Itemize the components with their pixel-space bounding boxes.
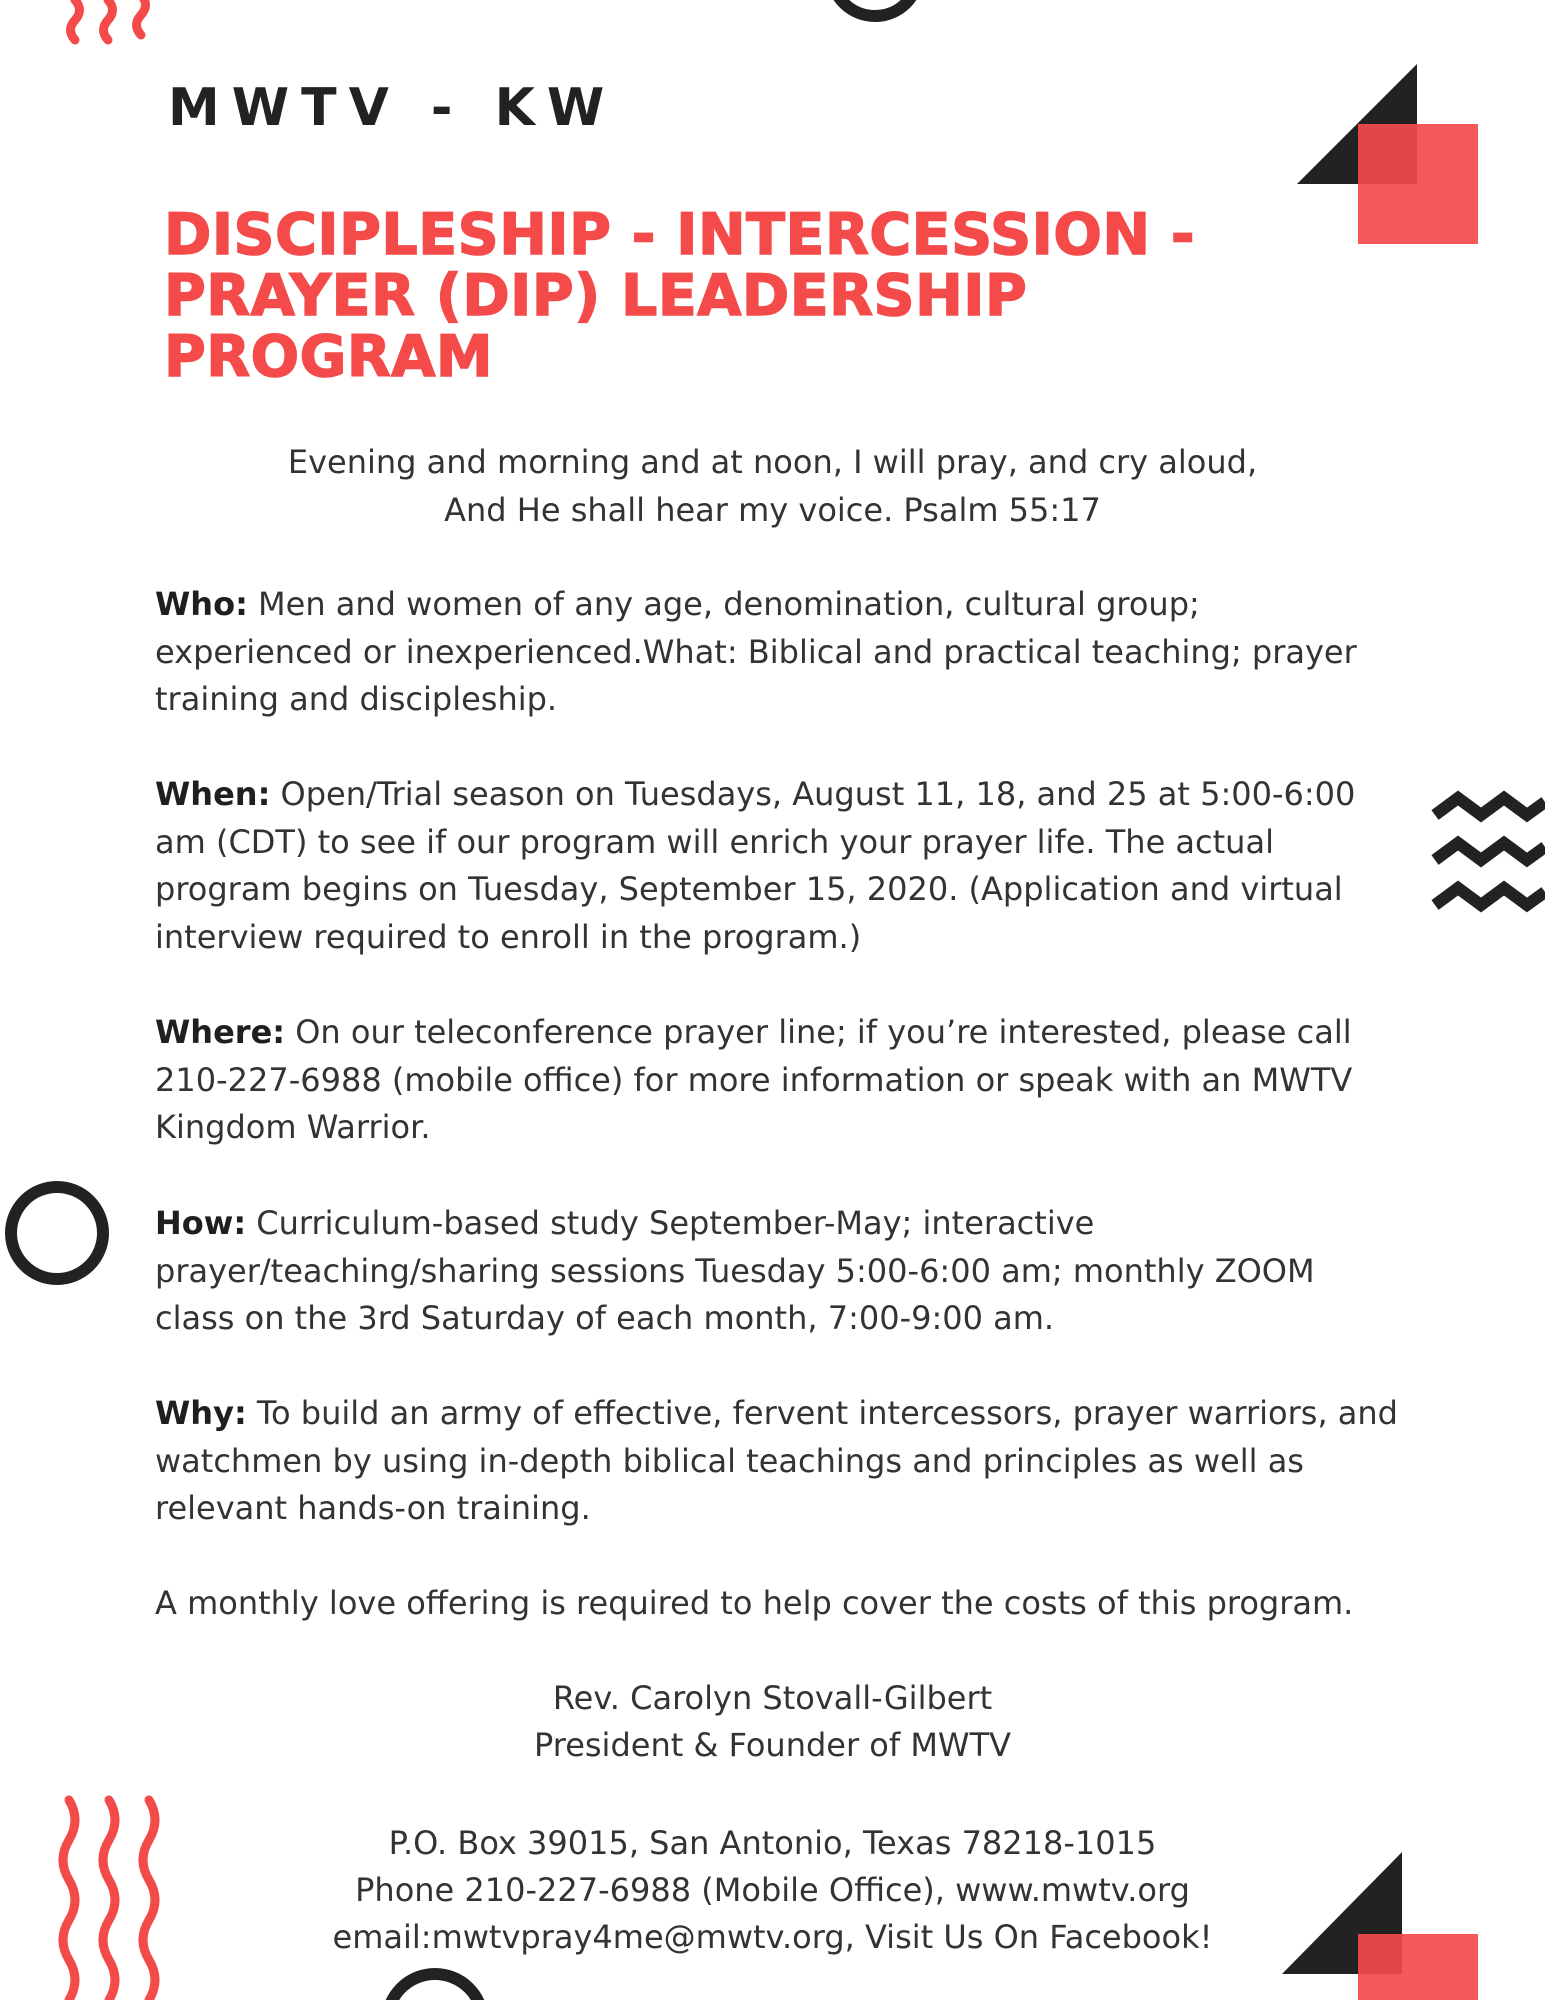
contact-block bbox=[220, 1820, 1325, 1961]
who-text: Men and women of any age, denomination, cultural group; experienced or inexperienced.What: Biblical and practical teaching; prayer training and discipleship. bbox=[155, 585, 1357, 719]
scripture-verse bbox=[210, 438, 1335, 534]
offering-note: A monthly love offering is required to help cover the costs of this program. bbox=[155, 1584, 1354, 1622]
who-section bbox=[155, 581, 1400, 724]
where-text: On our teleconference prayer line; if you’re interested, please call 210-227-6988 (mobile office) for more information or speak with an MWTV Kingdom Warrior. bbox=[155, 1013, 1353, 1147]
top-red-squiggles-icon bbox=[60, 0, 170, 45]
program-title-line: PROGRAM bbox=[164, 324, 494, 390]
who-label: Who: bbox=[155, 585, 248, 623]
how-text: Curriculum-based study September-May; interactive prayer/teaching/sharing sessions Tuesday 5:00-6:00 am; monthly ZOOM class on the 3rd Saturday of each month, 7:00-9:00 am. bbox=[155, 1204, 1315, 1338]
when-section bbox=[155, 771, 1400, 961]
top-black-ring-icon bbox=[820, 0, 930, 30]
when-label: When: bbox=[155, 775, 271, 813]
why-section bbox=[155, 1390, 1400, 1533]
left-black-ring-icon bbox=[0, 1175, 120, 1295]
why-label: Why: bbox=[155, 1394, 247, 1432]
where-label: Where: bbox=[155, 1013, 286, 1051]
signature-role: President & Founder of MWTV bbox=[534, 1726, 1011, 1764]
bottom-black-ring-icon bbox=[375, 1960, 495, 2000]
program-title-line: DISCIPLESHIP - INTERCESSION - bbox=[164, 202, 1196, 268]
signature-name: Rev. Carolyn Stovall-Gilbert bbox=[552, 1679, 993, 1717]
where-section bbox=[155, 1009, 1400, 1152]
how-section bbox=[155, 1200, 1400, 1343]
program-title-line: PRAYER (DIP) LEADERSHIP bbox=[164, 263, 1028, 329]
verse-line: And He shall hear my voice. Psalm 55:17 bbox=[444, 491, 1101, 529]
contact-phone-web: Phone 210-227-6988 (Mobile Office), www.mwtv.org bbox=[355, 1871, 1190, 1909]
why-text: To build an army of effective, fervent intercessors, prayer warriors, and watchmen by using in-depth biblical teachings and principles as well as relevant hands-on training. bbox=[155, 1394, 1398, 1528]
org-name: MWTV - KW bbox=[168, 78, 617, 138]
right-zigzag-icon bbox=[1430, 790, 1545, 930]
contact-address: P.O. Box 39015, San Antonio, Texas 78218-1015 bbox=[388, 1824, 1157, 1862]
how-label: How: bbox=[155, 1204, 247, 1242]
contact-email-facebook: email:mwtvpray4me@mwtv.org, Visit Us On Facebook! bbox=[332, 1918, 1213, 1956]
program-title bbox=[164, 202, 1264, 390]
bottom-red-squiggles-icon bbox=[55, 1795, 175, 2000]
when-text: Open/Trial season on Tuesdays, August 11, 18, and 25 at 5:00-6:00 am (CDT) to see if our program will enrich your prayer life. The actual program begins on Tuesday, September 15, 2020. (Application and virtual interview required to enroll in the program.) bbox=[155, 775, 1356, 956]
signature-block bbox=[220, 1675, 1325, 1769]
top-right-triangle-square-icon bbox=[1295, 60, 1480, 250]
verse-line: Evening and morning and at noon, I will pray, and cry aloud, bbox=[287, 443, 1258, 481]
